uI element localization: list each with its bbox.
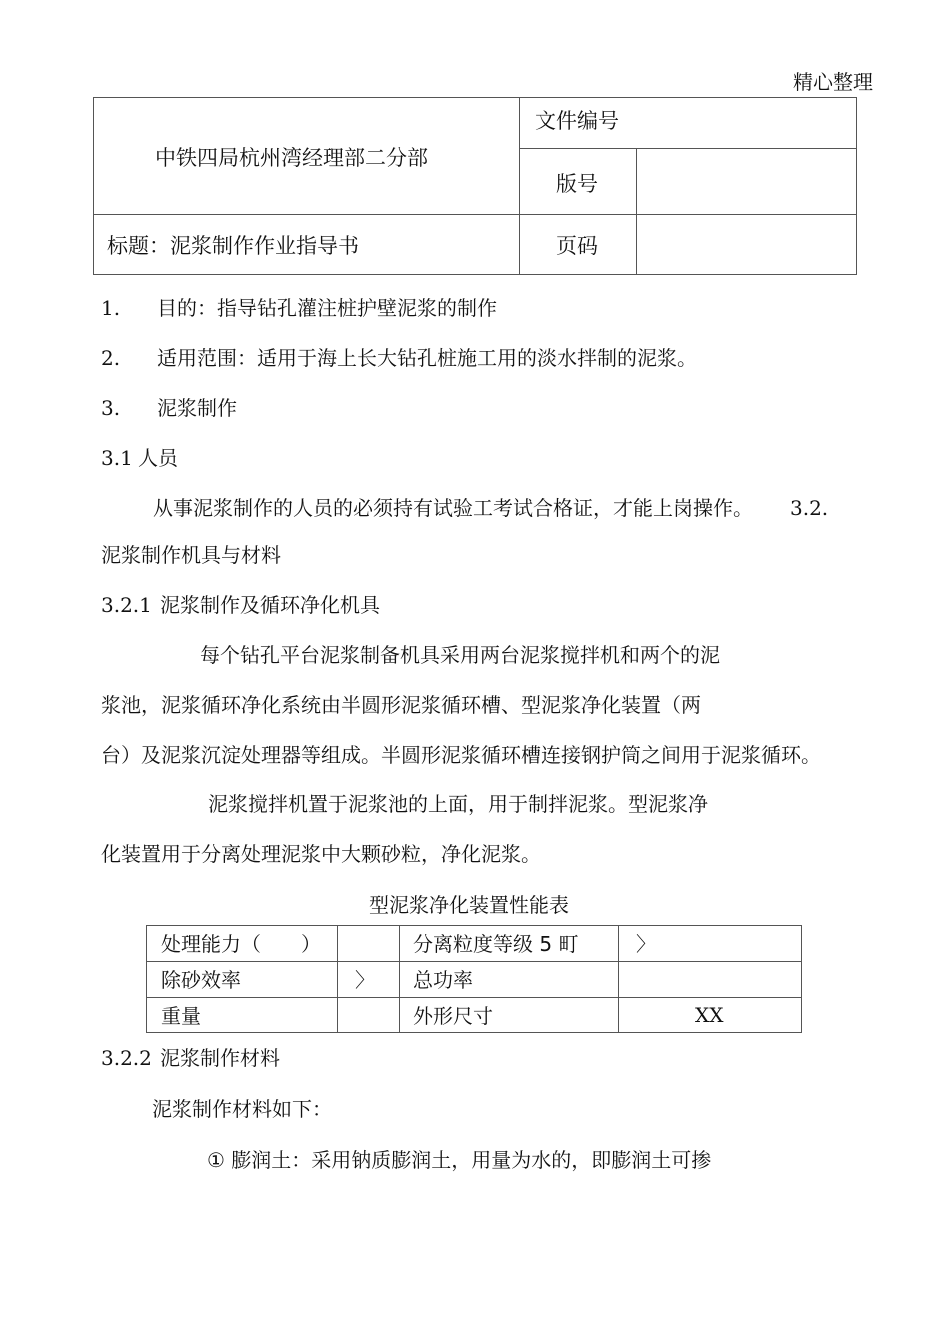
paragraph-3-line-1: 泥浆搅拌机置于泥浆池的上面，用于制拌泥浆。型泥浆净 [208,792,708,816]
section-3-2-2-text: 泥浆制作材料 [160,1046,280,1070]
paragraph-1-line-1: 从事泥浆制作的人员的必须持有试验工考试合格证，才能上岗操作。 [153,496,753,520]
paragraph-2-line-3: 台）及泥浆沉淀处理器等组成。半圆形泥浆循环槽连接钢护筒之间用于泥浆循环。 [101,743,821,767]
section-1-text: 目的：指导钻孔灌注桩护壁泥浆的制作 [157,296,497,320]
table-cell: 〉 [355,968,375,992]
paragraph-1-line-2: 泥浆制作机具与材料 [101,543,281,567]
paragraph-5: ① 膨润土：采用钠质膨润土，用量为水的，即膨润土可掺 [207,1148,712,1172]
file-no-label: 文件编号 [535,109,619,133]
section-2-text: 适用范围：适用于海上长大钻孔桩施工用的淡水拌制的泥浆。 [157,346,697,370]
section-3-1-number: 3.1 [101,446,133,470]
org-name: 中铁四局杭州湾经理部二分部 [155,146,428,170]
section-3-2-1-text: 泥浆制作及循环净化机具 [160,593,380,617]
section-1-number: 1. [101,296,121,320]
section-3-2-1-number: 3.2.1 [101,593,152,617]
table-cell: 总功率 [413,968,473,992]
table-cell: 重量 [161,1004,201,1028]
paragraph-2-line-1: 每个钻孔平台泥浆制备机具采用两台泥浆搅拌机和两个的泥 [200,643,720,667]
table-cell: 外形尺寸 [413,1004,493,1028]
page-watermark: 精心整理 [793,70,873,94]
doc-title: 标题：泥浆制作作业指导书 [107,234,359,258]
table-cell: 处理能力（ ） [161,932,321,956]
page-label: 页码 [556,234,598,258]
table-caption: 型泥浆净化装置性能表 [369,893,569,917]
section-3-2-2-number: 3.2.2 [101,1046,152,1070]
version-label: 版号 [556,172,598,196]
table-cell: 除砂效率 [161,968,241,992]
section-3-number: 3. [101,396,121,420]
table-cell: 〉 [636,932,656,956]
paragraph-4: 泥浆制作材料如下： [152,1097,332,1121]
paragraph-1-tail-number: 3.2. [790,496,829,520]
paragraph-3-line-2: 化装置用于分离处理泥浆中大颗砂粒，净化泥浆。 [101,842,541,866]
section-3-1-text: 人员 [138,446,178,470]
table-cell: XX [695,1003,724,1027]
table-cell: 分离粒度等级 5 町 [413,932,579,956]
paragraph-2-line-2: 浆池，泥浆循环净化系统由半圆形泥浆循环槽、型泥浆净化装置（两 [101,693,701,717]
section-2-number: 2. [101,346,121,370]
section-3-text: 泥浆制作 [157,396,237,420]
